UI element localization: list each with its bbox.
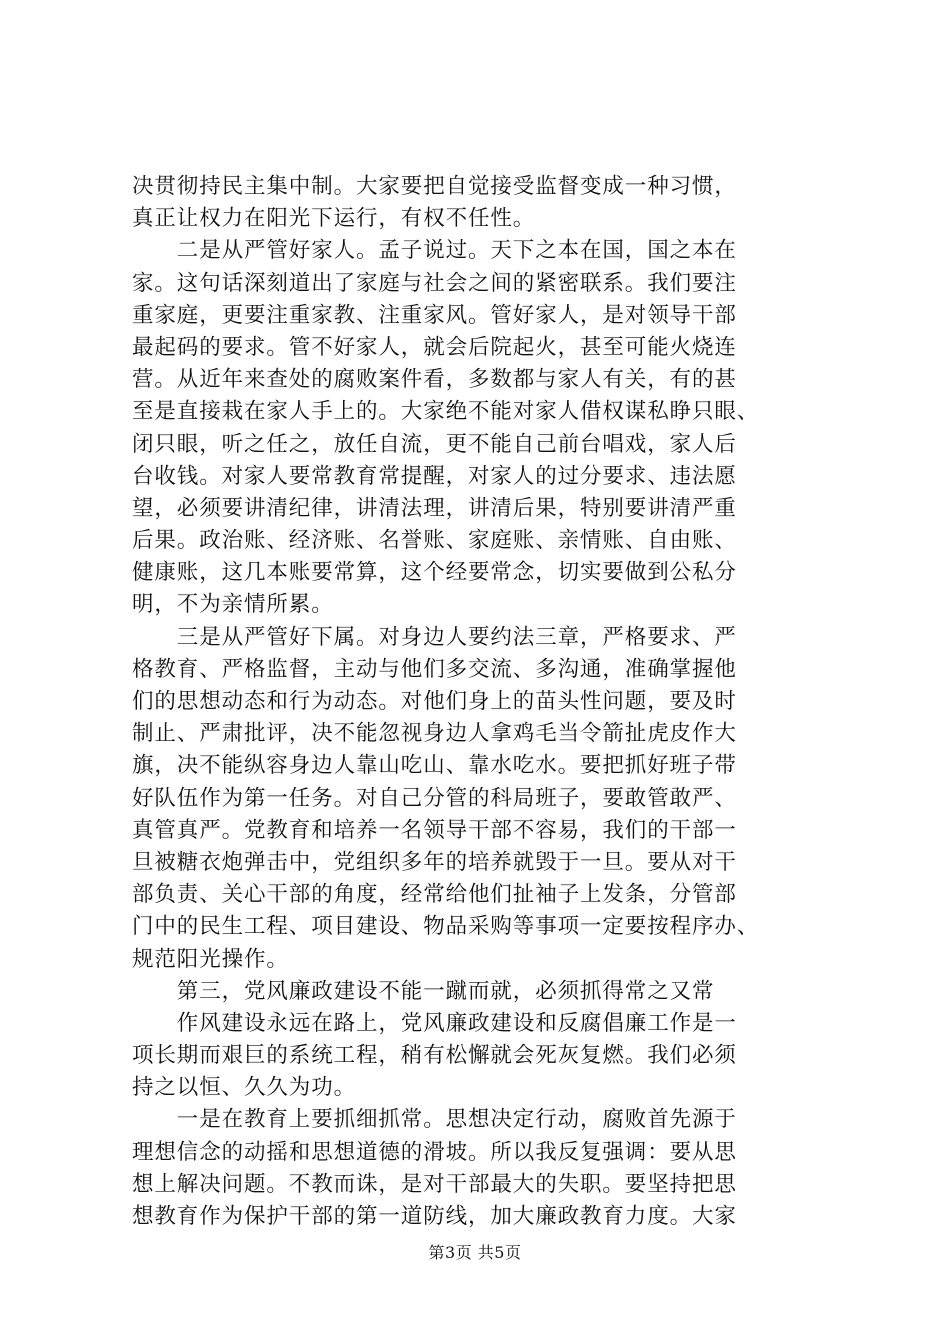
text-line: 理想信念的动摇和思想道德的滑坡。所以我反复强调：要从思 xyxy=(132,1139,737,1165)
text-line: 三是从严管好下属。对身边人要约法三章，严格要求、严 xyxy=(132,624,737,650)
text-line: 望，必须要讲清纪律，讲清法理，讲清后果，特别要讲清严重 xyxy=(132,495,737,521)
text-line: 营。从近年来查处的腐败案件看，多数都与家人有关，有的甚 xyxy=(132,367,737,393)
text-line: 旦被糖衣炮弹击中，党组织多年的培养就毁于一旦。要从对干 xyxy=(132,849,737,875)
text-line: 格教育、严格监督，主动与他们多交流、多沟通，准确掌握他 xyxy=(132,656,737,682)
text-line: 二是从严管好家人。孟子说过。天下之本在国，国之本在 xyxy=(132,238,737,264)
text-line: 家。这句话深刻道出了家庭与社会之间的紧密联系。我们要注 xyxy=(132,270,737,296)
text-line: 部负责、关心干部的角度，经常给他们扯袖子上发条，分管部 xyxy=(132,882,737,908)
text-line: 健康账，这几本账要常算，这个经要常念，切实要做到公私分 xyxy=(132,560,737,586)
text-line: 真管真严。党教育和培养一名领导干部不容易，我们的干部一 xyxy=(132,817,737,843)
text-line: 规范阳光操作。 xyxy=(132,946,289,972)
text-line: 们的思想动态和行为动态。对他们身上的苗头性问题，要及时 xyxy=(132,689,737,714)
text-line: 闭只眼，听之任之，放任自流，更不能自己前台唱戏，家人后 xyxy=(132,431,737,457)
text-line: 门中的民生工程、项目建设、物品采购等事项一定要按程序办、 xyxy=(132,914,760,940)
document-body xyxy=(132,171,828,1233)
text-line: 台收钱。对家人要常教育常提醒，对家人的过分要求、违法愿 xyxy=(132,463,737,489)
text-line: 作风建设永远在路上，党风廉政建设和反腐倡廉工作是一 xyxy=(132,1010,737,1036)
text-line: 一是在教育上要抓细抓常。思想决定行动，腐败首先源于 xyxy=(132,1107,737,1133)
text-line: 后果。政治账、经济账、名誉账、家庭账、亲情账、自由账、 xyxy=(132,528,737,554)
text-line: 明，不为亲情所累。 xyxy=(132,592,334,618)
section-heading: 第三，党风廉政建设不能一蹴而就，必须抓得常之又常 xyxy=(132,978,715,1004)
text-line: 决贯彻持民主集中制。大家要把自觉接受监督变成一种习惯， xyxy=(132,174,737,199)
text-line: 持之以恒、久久为功。 xyxy=(132,1075,357,1101)
text-line: 项长期而艰巨的系统工程，稍有松懈就会死灰复燃。我们必须 xyxy=(132,1043,737,1069)
text-line: 想上解决问题。不教而诛，是对干部最大的失职。要坚持把思 xyxy=(132,1171,737,1197)
text-line: 最起码的要求。管不好家人，就会后院起火，甚至可能火烧连 xyxy=(132,334,737,360)
text-line: 好队伍作为第一任务。对自己分管的科局班子，要敢管敢严、 xyxy=(132,785,737,811)
text-line: 想教育作为保护干部的第一道防线，加大廉政教育力度。大家 xyxy=(132,1204,737,1229)
page-number-footer: 第3页 共5页 xyxy=(428,1243,522,1262)
text-line: 至是直接栽在家人手上的。大家绝不能对家人借权谋私睁只眼、 xyxy=(132,399,760,425)
text-line: 旗，决不能纵容身边人靠山吃山、靠水吃水。要把抓好班子带 xyxy=(132,753,737,779)
text-line: 制止、严肃批评，决不能忽视身边人拿鸡毛当令箭扯虎皮作大 xyxy=(132,721,737,747)
text-line: 真正让权力在阳光下运行，有权不任性。 xyxy=(132,206,536,232)
text-line: 重家庭，更要注重家教、注重家风。管好家人，是对领导干部 xyxy=(132,302,737,328)
